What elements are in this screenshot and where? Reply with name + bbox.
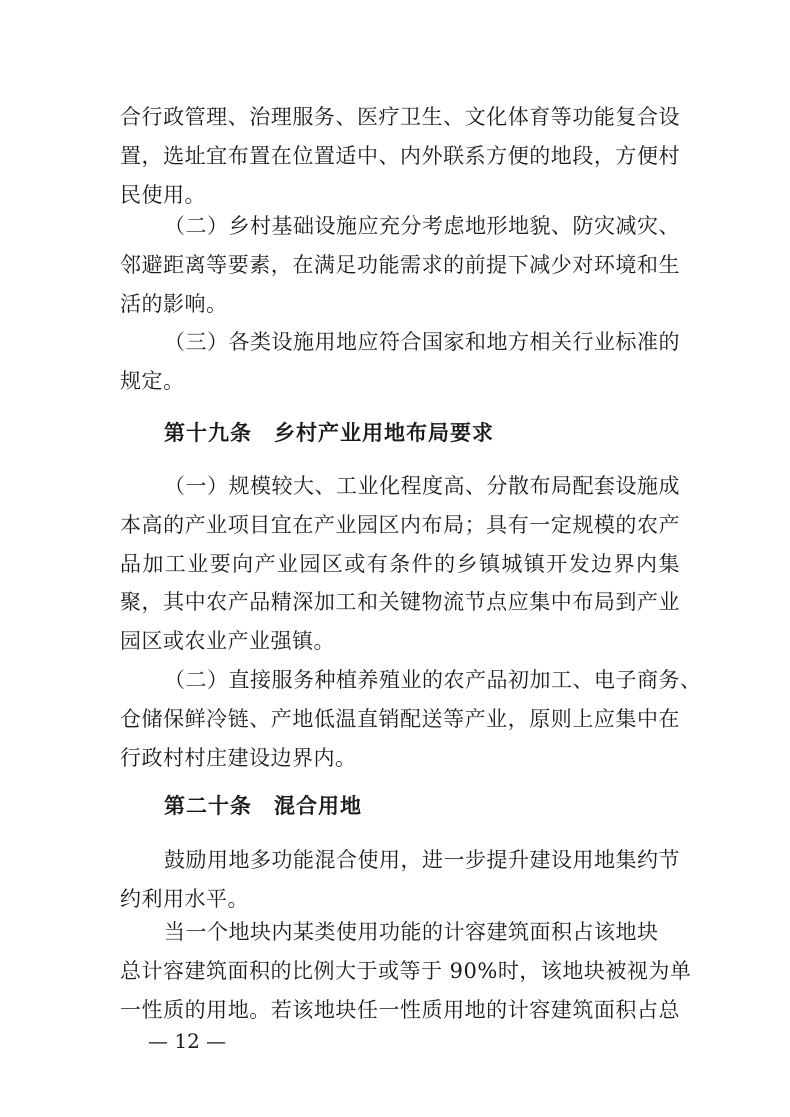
paragraph-line: 行政村村庄建设边界内。 xyxy=(120,746,357,770)
paragraph-line: 品加工业要向产业园区或有条件的乡镇城镇开发边界内集 xyxy=(120,552,680,576)
article-heading-19 xyxy=(164,419,494,447)
paragraph-line: 邻避距离等要素，在满足功能需求的前提下减少对环境和生 xyxy=(120,253,680,277)
paragraph-line: 总计容建筑面积的比例大于或等于 90%时，该地块被视为单 xyxy=(120,959,692,983)
paragraph-line: （三）各类设施用地应符合国家和地方相关行业标准的 xyxy=(164,330,680,354)
article-title: 乡村产业用地布局要求 xyxy=(274,421,494,445)
page-number: — 12 — xyxy=(148,1029,227,1053)
article-number: 第十九条 xyxy=(164,421,252,445)
article-heading-20 xyxy=(164,792,362,820)
paragraph-line: （二）乡村基础设施应充分考虑地形地貌、防灾减灾、 xyxy=(164,214,680,238)
paragraph-line: 活的影响。 xyxy=(120,292,228,316)
paragraph-line: 聚，其中农产品精深加工和关键物流节点应集中布局到产业 xyxy=(120,590,680,614)
paragraph-line: 鼓励用地多功能混合使用，进一步提升建设用地集约节 xyxy=(164,848,680,872)
article-number: 第二十条 xyxy=(164,794,252,818)
paragraph-line: 合行政管理、治理服务、医疗卫生、文化体育等功能复合设 xyxy=(120,105,680,129)
article-title: 混合用地 xyxy=(274,794,362,818)
paragraph-line: 仓储保鲜冷链、产地低温直销配送等产业，原则上应集中在 xyxy=(120,707,680,731)
paragraph-line: （二）直接服务种植养殖业的农产品初加工、电子商务、 xyxy=(164,668,702,692)
paragraph-line: 规定。 xyxy=(120,369,185,393)
paragraph-line: 一性质的用地。若该地块任一性质用地的计容建筑面积占总 xyxy=(120,998,680,1022)
paragraph-line: 园区或农业产业强镇。 xyxy=(120,629,335,653)
paragraph-line: 约利用水平。 xyxy=(120,887,249,911)
paragraph-line: 置，选址宜布置在位置适中、内外联系方便的地段，方便村 xyxy=(120,144,680,168)
paragraph-line: 民使用。 xyxy=(120,183,206,207)
paragraph-line: 当一个地块内某类使用功能的计容建筑面积占该地块 xyxy=(164,920,659,944)
paragraph-line: 本高的产业项目宜在产业园区内布局；具有一定规模的农产 xyxy=(120,513,680,537)
paragraph-line: （一）规模较大、工业化程度高、分散布局配套设施成 xyxy=(164,474,680,498)
